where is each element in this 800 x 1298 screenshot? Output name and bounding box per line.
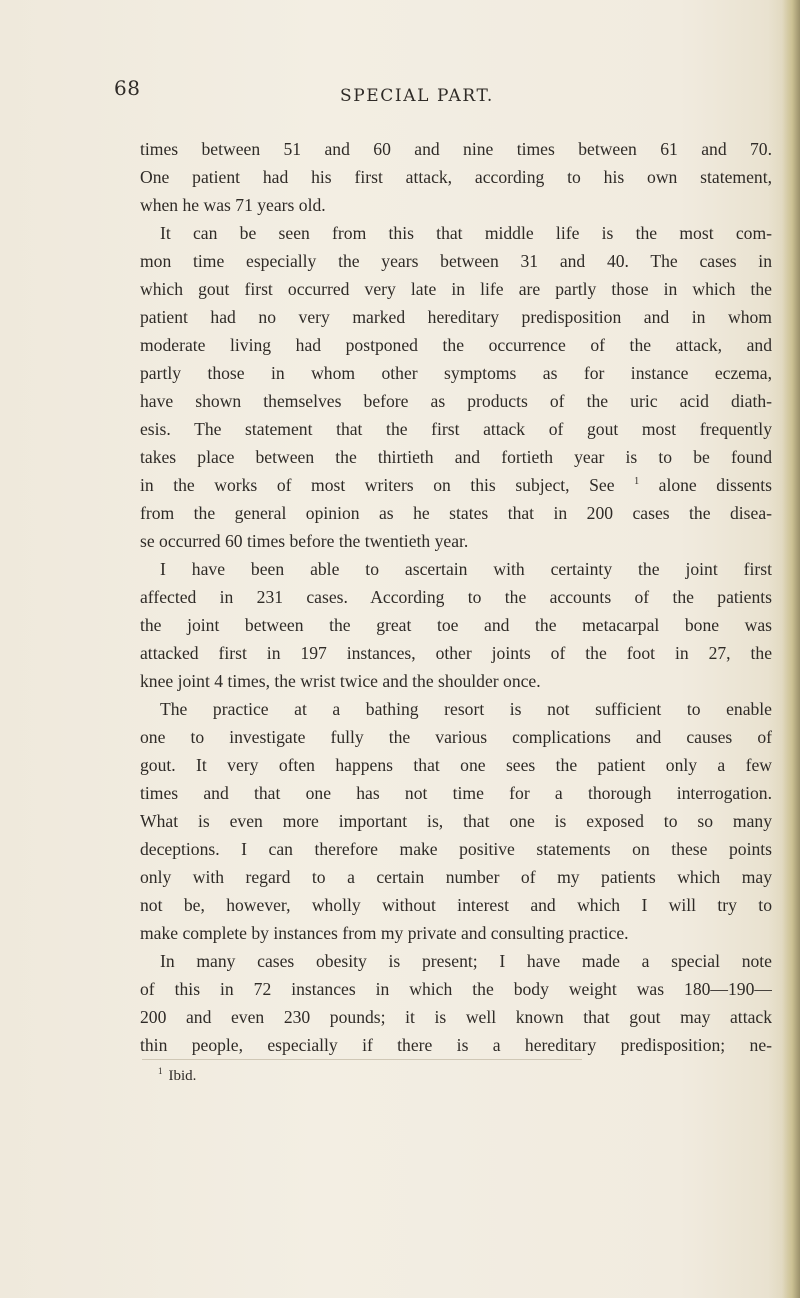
footnote: [158, 1066, 196, 1085]
text-line: What is even more important is, that one is exposed to so many: [140, 811, 772, 831]
text-line: the joint between the great toe and the metacarpal bone was: [140, 615, 772, 635]
text-line: mon time especially the years between 31 and 40. The cases in: [140, 251, 772, 271]
text-line: moderate living had postponed the occurrence of the attack, and: [140, 335, 772, 355]
text-line: 200 and even 230 pounds; it is well known that gout may attack: [140, 1007, 772, 1027]
text-line: of this in 72 instances in which the body weight was 180—190—: [140, 979, 772, 999]
text-line: deceptions. I can therefore make positive statements on these points: [140, 839, 772, 859]
text-line: One patient had his first attack, according to his own statement,: [140, 167, 772, 187]
text-fragment: in the works of most writers on this subject, See: [140, 475, 615, 495]
text-line: patient had no very marked hereditary predisposition and in whom: [140, 307, 772, 327]
footnote-divider: [142, 1059, 582, 1060]
text-line: make complete by instances from my private and consulting practice.: [140, 923, 629, 943]
page-number: 68: [114, 76, 141, 100]
running-head: SPECIAL PART.: [340, 86, 494, 106]
text-line: esis. The statement that the first attack of gout most frequently: [140, 419, 772, 439]
page-edge-shadow: [782, 0, 800, 1298]
text-line: takes place between the thirtieth and fortieth year is to be found: [140, 447, 772, 467]
body-text: [140, 135, 772, 1059]
text-line: partly those in whom other symptoms as for instance eczema,: [140, 363, 772, 383]
text-line: affected in 231 cases. According to the accounts of the patients: [140, 587, 772, 607]
text-line: In many cases obesity is present; I have made a special note: [160, 951, 772, 971]
footnote-text: Ibid.: [168, 1068, 197, 1084]
text-line: se occurred 60 times before the twentieth year.: [140, 531, 469, 551]
text-line: not be, however, wholly without interest and which I will try to: [140, 895, 772, 915]
text-fragment: alone dissents: [658, 475, 772, 495]
footnote-reference: 1: [634, 476, 640, 488]
text-line: only with regard to a certain number of my patients which may: [140, 867, 772, 887]
text-line: gout. It very often happens that one sees the patient only a few: [140, 755, 772, 775]
text-line: times and that one has not time for a thorough interrogation.: [140, 783, 772, 803]
text-line: one to investigate fully the various complications and causes of: [140, 727, 772, 747]
footnote-mark: 1: [158, 1066, 163, 1076]
text-line: The practice at a bathing resort is not sufficient to enable: [160, 699, 772, 719]
text-line: from the general opinion as he states that in 200 cases the disea-: [140, 503, 772, 523]
text-line: It can be seen from this that middle life is the most com-: [160, 223, 772, 243]
text-line: thin people, especially if there is a hereditary predisposition; ne-: [140, 1035, 772, 1055]
text-line: I have been able to ascertain with certainty the joint first: [160, 559, 772, 579]
text-line: times between 51 and 60 and nine times between 61 and 70.: [140, 139, 772, 159]
text-line: have shown themselves before as products of the uric acid diath-: [140, 391, 772, 411]
text-line: which gout first occurred very late in life are partly those in which the: [140, 279, 772, 299]
text-line: knee joint 4 times, the wrist twice and the shoulder once.: [140, 671, 541, 691]
text-line-with-footnote: [140, 471, 772, 499]
text-line: when he was 71 years old.: [140, 195, 326, 215]
text-line: attacked first in 197 instances, other joints of the foot in 27, the: [140, 643, 772, 663]
